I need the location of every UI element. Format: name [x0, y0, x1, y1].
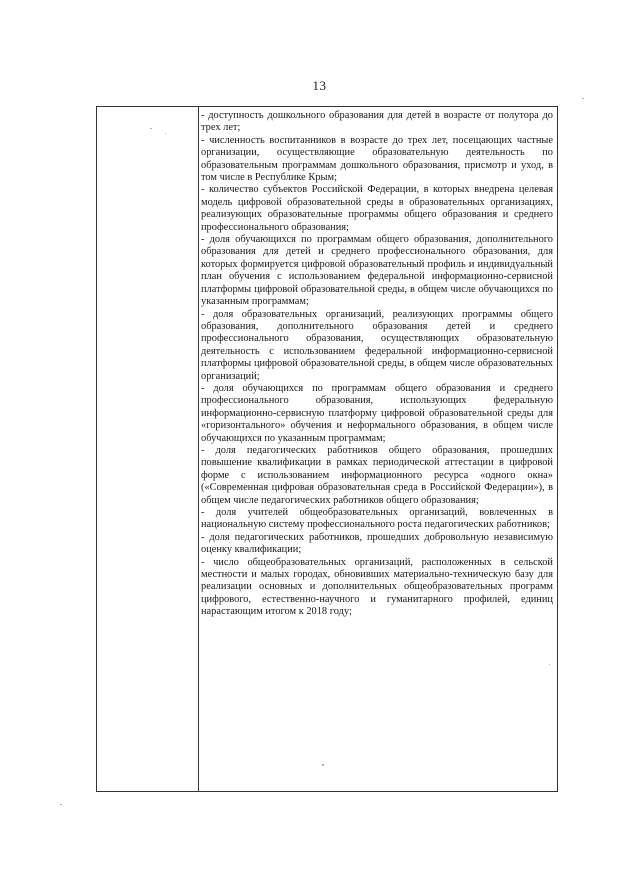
indicators-cell	[201, 110, 553, 619]
indicator-item: - доступность дошкольного образования для детей в возрасте от полутора до трех лет;	[201, 110, 553, 134]
scan-speck	[165, 133, 166, 134]
page-number: 13	[312, 78, 327, 93]
indicator-item: - число общеобразовательных организаций, расположенных в сельской местности и малых городах, обновивших материально-техническую базу для реализации основных и дополнительных общеобразовательных программ цифрового, естественно-научного и гуманитарного профилей, единиц нарастающим итогом к 2018 году;	[201, 556, 553, 618]
indicator-item: - доля педагогических работников общего образования, прошедших повышение квалификации в рамках периодической аттестации в цифровой форме с использованием информационного ресурса «одного окна» («Современная цифровая образовательная среда в Российской Федерации»), в общем числе педагогических работников общего образования;	[201, 444, 553, 506]
indicator-item: - доля педагогических работников, прошедших добровольную независимую оценку квалификации;	[201, 531, 553, 556]
indicator-item: - количество субъектов Российской Федерации, в которых внедрена целевая модель цифровой образовательной среды в образовательных организациях, реализующих образовательные программы общего образования и среднего профессионального образования;	[201, 184, 553, 233]
indicator-item: - доля обучающихся по программам общего образования и среднего профессионального образования, использующих федеральную информационно-сервисную платформу цифровой образовательной среды для «горизонтального» обучения и неформального образования, в общем числе обучающихся по указанным программам;	[201, 382, 553, 444]
scan-speck	[60, 804, 62, 805]
scan-speck	[322, 764, 324, 766]
indicators-table	[96, 106, 558, 792]
indicator-item: - численность воспитанников в возрасте до трех лет, посещающих частные организации, осуществляющие образовательную деятельность по образовательным программам дошкольного образования, присмотр и уход, в том числе в Республике Крым;	[201, 134, 553, 184]
scan-speck	[582, 98, 584, 99]
indicator-item: - доля обучающихся по программам общего образования, дополнительного образования для детей и среднего профессионального образования, для которых формируется цифровой образовательный профиль и индивидуальный план обучения с использованием федеральной информационно-сервисной платформы цифровой образовательной среды, в общем числе обучающихся по указанным программам;	[201, 234, 553, 308]
column-divider	[198, 107, 199, 791]
scan-speck	[549, 664, 550, 665]
scan-speck	[150, 128, 152, 129]
indicator-item: - доля образовательных организаций, реализующих программы общего образования, дополнительного образования детей и среднего профессионального образования, осуществляющих образовательную деятельность с использованием федеральной информационно-сервисной платформы цифровой образовательной среды, в общем числе образовательных организаций;	[201, 308, 553, 382]
indicator-item: - доля учителей общеобразовательных организаций, вовлеченных в национальную систему профессионального роста педагогических работников;	[201, 507, 553, 531]
